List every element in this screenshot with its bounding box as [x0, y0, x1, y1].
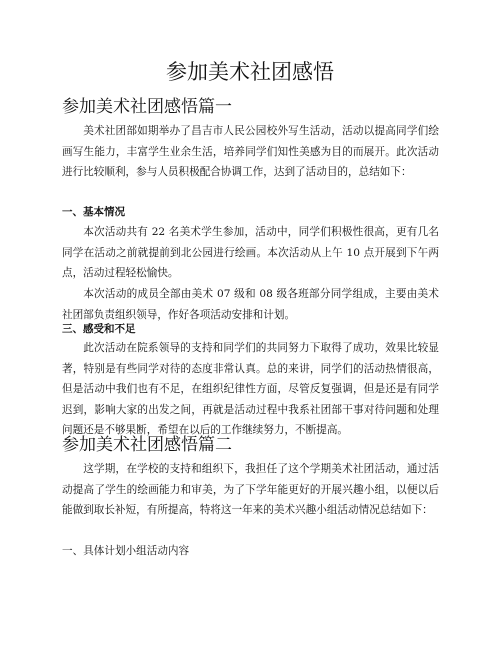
- section1-basic-paragraph-1: 本次活动共有 22 名美术学生参加，活动中，同学们积极性很高，更有几名同学在活动之前就提前到北公园进行绘画。本次活动从上午 10 点开展到下午两点，活动过程轻松愉快。: [62, 226, 439, 279]
- section1-feelings-paragraph: 此次活动在院系领导的支持和同学们的共同努力下取得了成功，效果比较显著，特别是有些同学对待的态度非常认真。总的来讲，同学们的活动热情很高，但是活动中我们也有不足，在组织纪律性方面，尽管反复强调，但是还是有同学迟到，影响大家的出发之间，再就是活动过程中我系社团部干事对待问题和处理问题还是不够果断，希望在以后的工作继续努力，不断提高。: [62, 342, 439, 436]
- page-title: 参加美术社团感悟: [166, 60, 334, 84]
- section2-intro-paragraph: 这学期，在学校的支持和组织下，我担任了这个学期美术社团活动，通过活动提高了学生的绘画能力和审美，为了下学年能更好的开展兴趣小组，以便以后能做到取长补短，有所提高，特将这一年来的美术兴趣小组活动情况总结如下：: [62, 463, 439, 516]
- section-heading-2: 参加美术社团感悟篇二: [62, 435, 232, 455]
- section1-subheading-basic: 一、基本情况: [62, 206, 125, 218]
- section1-subheading-feelings: 三、感受和不足: [62, 323, 136, 335]
- section1-intro-paragraph: 美术社团部如期举办了昌吉市人民公园校外写生活动，活动以提高同学们绘画写生能力，丰富学生业余生活，培养同学们知性美感为目的而展开。此次活动进行比较顺利，参与人员积极配合协调工作，达到了活动目的，总结如下：: [62, 125, 439, 178]
- section2-subheading-plan: 一、具体计划小组活动内容: [62, 545, 190, 557]
- section1-basic-paragraph-2: 本次活动的成员全部由美术 07 级和 08 级各班部分同学组成，主要由美术社团部负责组织领导，作好各项活动安排和计划。: [62, 288, 439, 321]
- section-heading-1: 参加美术社团感悟篇一: [62, 97, 232, 117]
